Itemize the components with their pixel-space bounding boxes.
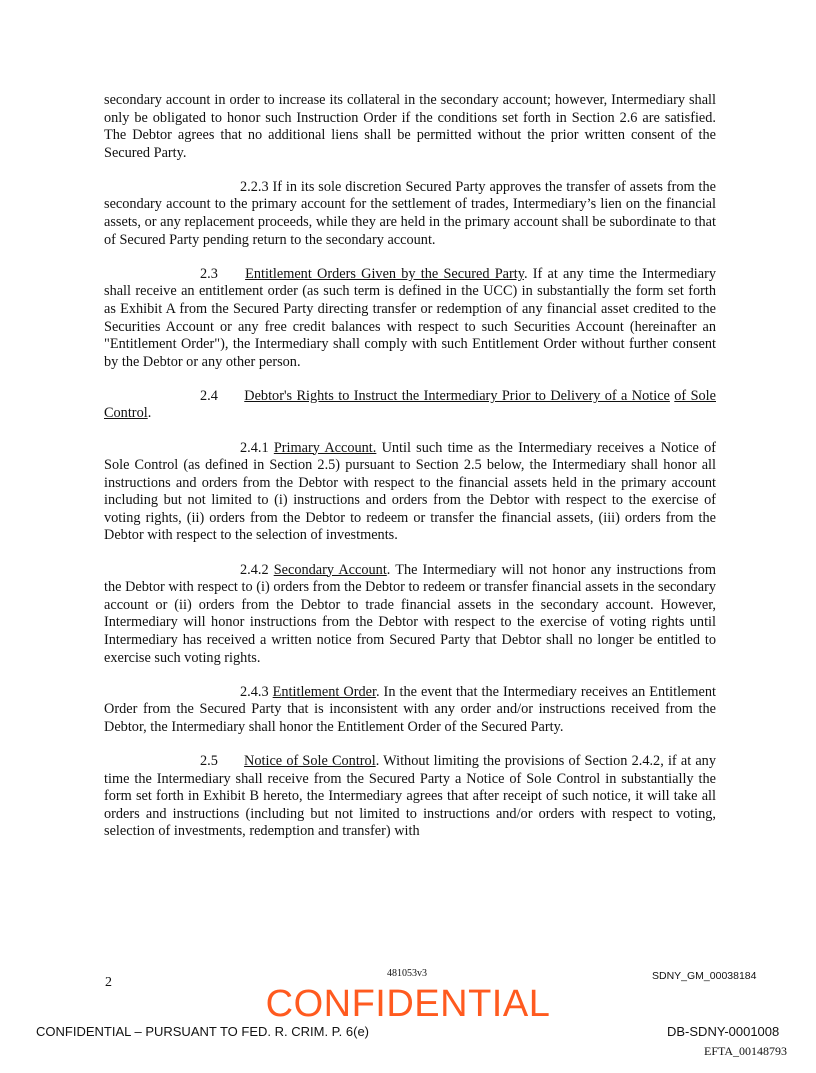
paragraph-2-4-1 xyxy=(104,440,716,546)
efta-number: EFTA_00148793 xyxy=(704,1044,788,1058)
section-number: 2.2.3 xyxy=(240,178,269,195)
section-number: 2.4.1 xyxy=(240,439,269,456)
paragraph-2-4-3 xyxy=(104,684,716,737)
bates-number: SDNY_GM_00038184 xyxy=(652,970,757,982)
paragraph-text: . The Intermediary will not honor any instructions from the Debtor with respect to (i) orders from the Debtor to redeem or transfer financial assets in the secondary account or (ii) orders from the Debtor to trade financial assets in the secondary account. However, Intermediary will honor instructions from the Debtor with respect to the exercise of voting rights until Intermediary has received a written notice from Secured Party that Debtor shall no longer be entitled to exercise such voting rights. xyxy=(104,561,717,666)
section-number: 2.3 xyxy=(200,265,218,282)
paragraph-text: . In the event that the Intermediary receives an Entitlement Order from the Secured Party that is inconsistent with any order and/or instructions received from the Debtor, the Intermediary shall honor the Entitlement Order of the Secured Party. xyxy=(104,683,716,735)
document-body xyxy=(104,92,716,857)
paragraph-2-5 xyxy=(104,753,716,841)
section-number: 2.4.3 xyxy=(240,683,269,700)
paragraph-text: . If at any time the Intermediary shall receive an entitlement order (as such term is defined in the UCC) in substantially the form set forth as Exhibit A from the Secured Party directing transfer or redemption of any financial asset credited to the Securities Account or any free credit balances with respect to such Securities Account (hereinafter an "Entitlement Order"), the Intermediary shall comply with such Entitlement Order without further consent by the Debtor or any other person. xyxy=(104,265,716,370)
paragraph-text: If in its sole discretion Secured Party approves the transfer of assets from the secondary account to the primary account for the settlement of trades, Intermediary’s lien on the financial assets, or any replacement proceeds, while they are held in the primary account shall be subordinate to that of Secured Party pending return to the secondary account. xyxy=(104,178,716,248)
section-heading: Primary Account. xyxy=(273,439,377,456)
section-heading: Debtor's Rights to Instruct the Intermediary Prior to Delivery of a Notice xyxy=(244,387,670,404)
paragraph-2-2-3 xyxy=(104,179,716,249)
paragraph-text: . Without limiting the provisions of Section 2.4.2, if at any time the Intermediary shall receive from the Secured Party a Notice of Sole Control in substantially the form set forth in Exhibit B hereto, the Intermediary agrees that after receipt of such notice, it will take all orders and instructions (including but not limited to instructions and/or orders with respect to voting, selection of investments, redemption and transfer) with xyxy=(104,752,716,840)
confidential-stamp: CONFIDENTIAL xyxy=(265,983,551,1025)
paragraph-continuation: secondary account in order to increase its collateral in the secondary account; however, Intermediary shall only be obligated to honor such Instruction Order if the conditions set forth in Section 2.6 are satisfied. The Debtor agrees that no additional liens shall be permitted without the prior written consent of the Secured Party. xyxy=(104,92,716,161)
db-number: DB-SDNY-0001008 xyxy=(667,1024,780,1039)
section-heading: Entitlement Orders Given by the Secured Party xyxy=(245,265,524,282)
section-number: 2.4 xyxy=(200,387,218,404)
page-number: 2 xyxy=(105,975,112,990)
section-number: 2.5 xyxy=(200,752,218,769)
paragraph-text: Until such time as the Intermediary receives a Notice of Sole Control (as defined in Section 2.5) pursuant to Section 2.5 below, the Intermediary shall honor all instructions and orders from the Debtor with respect to the financial assets held in the primary account including but not limited to (i) instructions and orders from the Debtor with respect to the exercise of voting rights, (ii) orders from the Debtor to redeem or transfer the financial assets, (iii) orders from the Debtor with respect to the selection of investments. xyxy=(104,439,717,544)
section-heading: Notice of Sole Control xyxy=(244,752,376,769)
section-heading: Entitlement Order xyxy=(272,683,376,700)
confidential-notice: CONFIDENTIAL – PURSUANT TO FED. R. CRIM. P. 6(e) xyxy=(36,1024,370,1039)
section-heading: Secondary Account xyxy=(273,561,387,578)
paragraph-2-4: 2.4 Debtor's Rights to Instruct the Intermediary Prior to Delivery of a Notice of Sole Control. xyxy=(104,387,716,422)
paragraph-2-3 xyxy=(104,266,716,372)
document-id: 481053v3 xyxy=(387,968,427,979)
section-number: 2.4.2 xyxy=(240,561,269,578)
section-heading-continued: of Sole Control xyxy=(104,387,716,422)
paragraph-2-4-2 xyxy=(104,562,716,668)
